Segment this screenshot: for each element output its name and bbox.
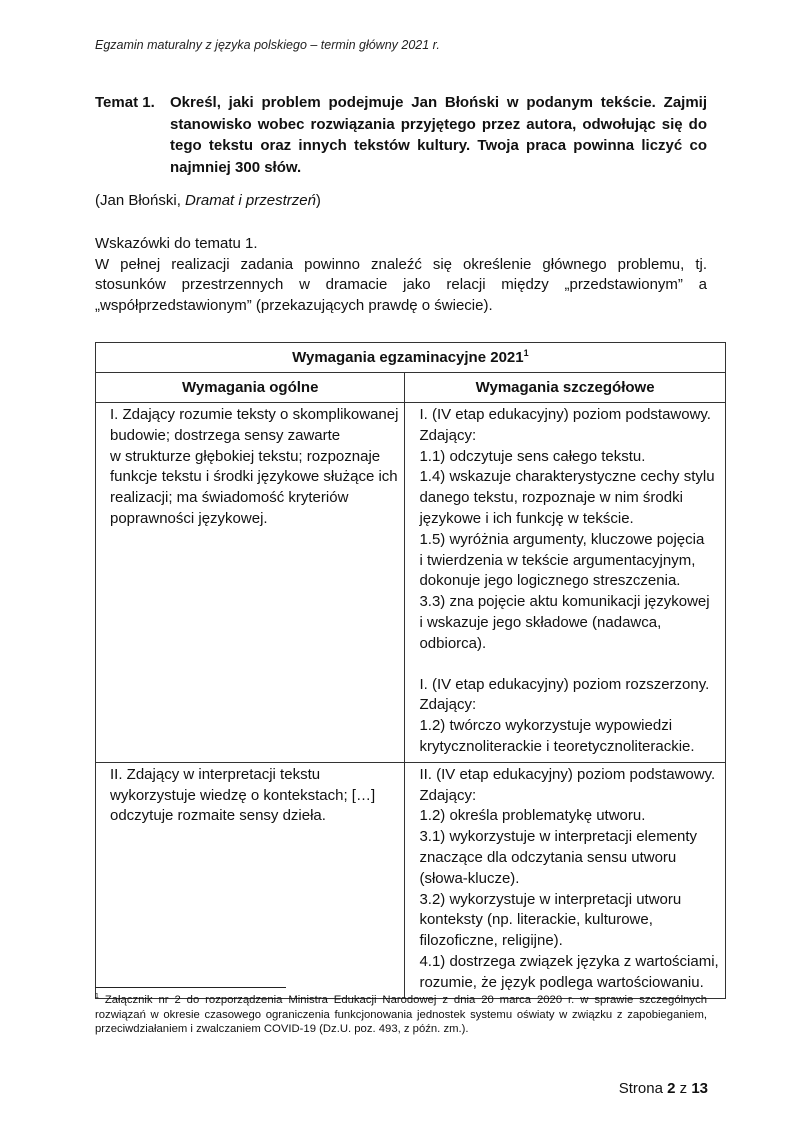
hints-block	[95, 234, 707, 316]
source-citation	[95, 192, 321, 209]
text-line: funkcje tekstu i środki językowe służące ich	[110, 468, 398, 486]
requirements-table	[95, 342, 726, 999]
hints-heading: Wskazówki do tematu 1.	[95, 235, 258, 252]
page-total: 13	[691, 1080, 708, 1097]
table-row	[96, 762, 726, 998]
text-line: 1.5) wyróżnia argumenty, kluczowe pojęcia	[419, 530, 705, 548]
text-line: 1.2) twórczo wykorzystuje wypowiedzi	[419, 717, 673, 735]
text-line: I. Zdający rozumie teksty o skomplikowanej	[110, 406, 399, 423]
text-line: odbiorca).	[419, 634, 487, 652]
footnote-marker: 1	[95, 993, 99, 1001]
text-line: dokonuje jego logicznego streszczenia.	[419, 572, 681, 590]
text-line: danego tekstu, rozpoznaje w nim środki	[419, 489, 683, 507]
text-line: Zdający:	[419, 696, 477, 714]
text-line: Zdający:	[419, 786, 477, 804]
text-line: 1.4) wskazuje charakterystyczne cechy stylu	[419, 468, 715, 486]
table-title-text: Wymagania egzaminacyjne 2021	[292, 349, 524, 366]
general-requirement-cell	[95, 762, 405, 1001]
text-line: II. Zdający w interpretacji tekstu	[110, 765, 321, 783]
text-line: filozoficzne, religijne).	[419, 932, 563, 950]
footnote-text: Załącznik nr 2 do rozporządzenia Ministra Edukacji Narodowej z dnia 20 marca 2020 r. w sprawie szczególnych rozwiązań w okresie czasowego ograniczenia funkcjonowania jednostek systemu oświaty w związku z zapobieganiem, przeciwdziałaniem i zwalczaniem COVID-19 (Dz.U. poz. 493, z późn. zm.).	[95, 994, 707, 1035]
text-line: Zdający:	[419, 426, 477, 444]
footnote-ref: 1	[523, 348, 529, 358]
text-line: (słowa-klucze).	[419, 869, 520, 887]
topic-text: Określ, jaki problem podejmuje Jan Błoński w podanym tekście. Zajmij stanowisko wobec rozwiązania przyjętego przez autora, odwołując się do tego tekstu oraz innych tekstów kultury. Twoja praca powinna liczyć co najmniej 300 słów.	[170, 94, 707, 176]
text-line: krytycznoliterackie i teoretycznoliterackie.	[419, 737, 695, 755]
text-line: 4.1) dostrzega związek języka z wartościami,	[419, 952, 719, 970]
page-header: Egzamin maturalny z języka polskiego – termin główny 2021 r.	[95, 38, 440, 52]
page-prefix: Strona	[618, 1080, 663, 1097]
text-line: II. (IV etap edukacyjny) poziom podstawowy.	[419, 765, 716, 783]
general-requirement-cell	[96, 403, 405, 763]
text-line: i twierdzenia w tekście argumentacyjnym,	[419, 551, 696, 569]
text-line: 3.1) wykorzystuje w interpretacji elementy	[419, 828, 698, 846]
spacer	[419, 655, 718, 675]
hints-text: W pełnej realizacji zadania powinno znaleźć się określenie głównego problemu, tj. stosunków przestrzennych w dramacie jako relacji między „przedstawionym” a „współprzedstawionym” (przekazujących prawdę o świecie).	[95, 255, 707, 314]
page-separator: z	[679, 1080, 688, 1097]
text-line: konteksty (np. literackie, kulturowe,	[419, 911, 653, 929]
text-line: I. (IV etap edukacyjny) poziom rozszerzony.	[419, 675, 710, 693]
topic-label: Temat 1.	[95, 94, 155, 111]
text-line: odczytuje rozmaite sensy dzieła.	[110, 807, 326, 825]
text-line: realizacji; ma świadomość kryteriów	[110, 489, 349, 507]
detailed-requirement-cell	[405, 403, 725, 763]
text-line: poprawności językowej.	[110, 509, 268, 527]
text-line: językowe i ich funkcję w tekście.	[419, 509, 634, 527]
page-current: 2	[667, 1080, 676, 1097]
text-line: rozumie, że język podlega wartościowaniu.	[419, 973, 704, 991]
topic-block	[95, 92, 707, 178]
column-header-detailed: Wymagania szczegółowe	[405, 373, 725, 403]
text-line: 1.2) określa problematykę utworu.	[419, 807, 646, 825]
column-header-general: Wymagania ogólne	[96, 373, 405, 403]
text-line: 3.2) wykorzystuje w interpretacji utworu	[419, 890, 682, 908]
source-close: )	[315, 192, 321, 209]
text-line: 3.3) zna pojęcie aktu komunikacji językowej	[419, 593, 710, 611]
source-title: Dramat i przestrzeń	[185, 192, 316, 209]
footnote-divider	[95, 987, 286, 988]
text-line: i wskazuje jego składowe (nadawca,	[419, 613, 662, 631]
text-line: w strukturze głębokiej tekstu; rozpoznaje	[110, 447, 381, 465]
text-line: znaczące dla odczytania sensu utworu	[419, 848, 677, 866]
table-row	[96, 403, 726, 763]
text-line: 1.1) odczytuje sens całego tekstu.	[419, 447, 646, 465]
source-open: (Jan Błoński,	[95, 192, 186, 209]
detailed-requirement-cell	[405, 762, 725, 998]
text-line: budowie; dostrzega sensy zawarte	[110, 426, 341, 444]
page-number	[619, 1080, 708, 1097]
footnote	[95, 993, 707, 1037]
text-line: wykorzystuje wiedzę o kontekstach; […]	[110, 786, 376, 804]
table-title	[96, 343, 726, 373]
text-line: I. (IV etap edukacyjny) poziom podstawowy.	[419, 406, 711, 423]
